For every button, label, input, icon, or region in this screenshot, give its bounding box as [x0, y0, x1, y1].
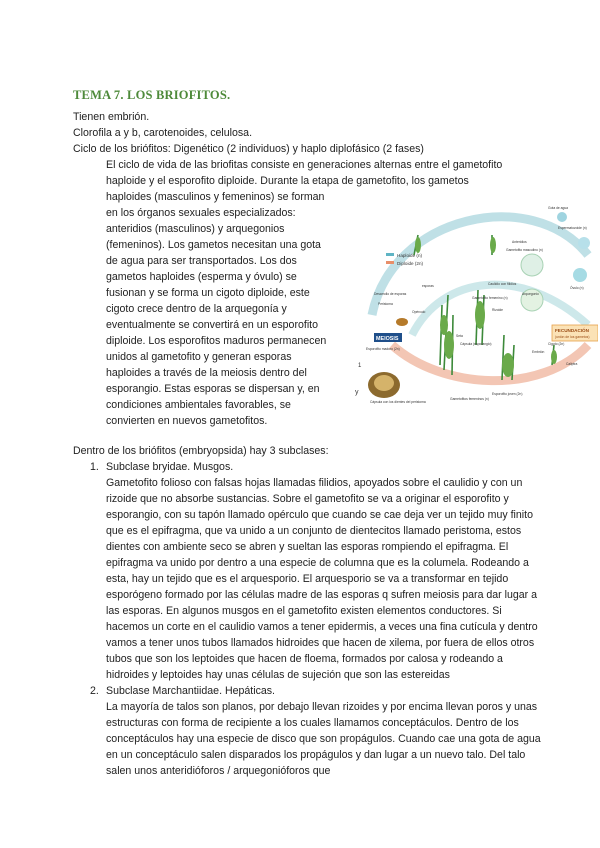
diagram-label: Desarrollo de esporas	[374, 292, 407, 296]
side-letter: y	[355, 389, 359, 396]
list-number: 2.	[90, 685, 99, 697]
diagram-label: Caulidio con filidios	[488, 282, 517, 286]
cycle-line: convierten en nuevos gametofitos.	[106, 415, 268, 427]
antheridium-icon	[521, 254, 543, 276]
cycle-line: haploides a través de la meiosis dentro del	[106, 367, 307, 379]
intro-line: Ciclo de los briófitos: Digenético (2 individuos) y haplo diplofásico (2 fases)	[73, 143, 424, 155]
diagram-label: Rizoide	[492, 308, 503, 312]
diagram-label: Gametofitos femeninos (n)	[450, 397, 489, 401]
diagram-label: Gametofito masculino (n)	[506, 248, 543, 252]
cycle-line: esporangio. Estas esporas se dispersan y, en	[106, 383, 320, 395]
cycle-line: diploide. Los esporofitos maduros permanecen	[106, 335, 327, 347]
diagram-label: Seta	[456, 334, 463, 338]
subclass-body: La mayoría de talos son planos, por debajo llevan rizoides y por encima llevan poros y unas estructuras con forma de recipiente a los cuales llamamos conceptáculos. Dentro de los conceptáculos hay una especie de disco que son propágulos. Cuando cae una gota de agua en un conceptáculo salen disparados los propágulos y dan lugar a un nuevo talo. Del talo salen unos anteridióforos / arquegonióforos que	[106, 701, 541, 777]
diagram-label: Óvulo (n)	[570, 286, 584, 290]
diagram-label: Anteridios	[512, 240, 527, 244]
ovule-icon	[573, 268, 587, 282]
diagram-label: Espermatozoide (n)	[558, 226, 587, 230]
legend-diploid-text: Diploide (2n)	[397, 261, 424, 266]
diagram-label: Peristoma	[378, 302, 393, 306]
peristome-photo-highlight	[374, 375, 394, 391]
diagram-label: Opérculo	[412, 310, 426, 314]
bryophyte-life-cycle-diagram	[352, 195, 598, 405]
diagram-label: Gota de agua	[548, 206, 568, 210]
diagram-label: Gametofito femenino (n)	[472, 296, 508, 300]
page-title: TEMA 7. LOS BRIOFITOS.	[73, 88, 231, 102]
legend-haploid-text: Haploide (n)	[397, 253, 423, 258]
sperm-icon	[578, 237, 590, 249]
cycle-line: gametos haploides (esperma y óvulo) se	[106, 271, 297, 283]
cycle-line: anteridios (masculinos) y arquegonios	[106, 223, 285, 235]
diagram-label: Caliptra	[566, 362, 578, 366]
list-number: 1.	[90, 461, 99, 473]
intro-line: Tienen embrión.	[73, 111, 150, 123]
diploid-cycle-arc	[392, 345, 588, 381]
legend-diploid-swatch	[386, 261, 394, 264]
cycle-line: fusionan y se forma un cigoto diploide, este	[106, 287, 310, 299]
cycle-line: de agua para ser transportados. Los dos	[106, 255, 297, 267]
cycle-line: haploides (masculinos y femeninos) se forman	[106, 191, 325, 203]
diagram-label: Cápsula con los dientes del peristoma	[370, 400, 426, 404]
cycle-line: (femeninos). Los gametos necesitan una gota	[106, 239, 321, 251]
meiosis-text: MEIOSIS	[376, 336, 399, 342]
cycle-line: cigoto crece dentro de la arquegonía y	[106, 303, 287, 315]
cycle-line: eventualmente se convertirá en un esporofito	[106, 319, 319, 331]
diagram-label: Esporofito joven (2n)	[492, 392, 523, 396]
diagram-label: Cigoto (2n)	[548, 342, 565, 346]
cycle-line: El ciclo de vida de las briofitas consiste en generaciones alternas entre el gametofito	[106, 159, 503, 171]
cycle-line: unidos al gametofito y generan esporas	[106, 351, 292, 363]
intro-line: Clorofila a y b, carotenoides, celulosa.	[73, 127, 253, 139]
diagram-label: Cápsula (esporangio)	[460, 342, 492, 346]
fecundacion-sub-text: (unión de los gametos)	[555, 335, 590, 339]
cycle-line: en los órganos sexuales especializados:	[106, 207, 296, 219]
diagram-label: Arquegonio	[522, 292, 539, 296]
diagram-label: Esporofito maduro (2n)	[366, 347, 400, 351]
diagram-label: esporas	[422, 284, 434, 288]
legend-haploid-swatch	[386, 253, 394, 256]
diagram-label: Embrión	[532, 350, 545, 354]
subclass-heading: Subclase bryidae. Musgos.	[106, 461, 234, 473]
cycle-line: condiciones ambientales favorables, se	[106, 399, 291, 411]
capsule-icon	[396, 318, 408, 326]
cycle-line: haploide y el esporofito diploide. Durante la etapa de gametofito, los gametos	[106, 175, 469, 187]
side-number: 1	[358, 363, 362, 369]
subclasses-intro: Dentro de los briófitos (embryopsida) hay 3 subclases:	[73, 445, 329, 457]
subclass-heading: Subclase Marchantiidae. Hepáticas.	[106, 685, 276, 697]
subclass-body: Gametofito folioso con falsas hojas llamadas filidios, apoyados sobre el caulidio y con un rizoide que no absorbe sustancias. Sobre el gametofito se va a originar el esporofito y esporangio, con su tapón llamado opérculo que cuando se cae deja ver un tejido muy finito que es el epifragma, que va unido a un conjunto de dientecitos llamado peristoma, estos dientes con ambiente seco se abren y sueltan las esporas rompiendo el epifragma. El epifragma va unido por dentro a una especie de columna que es la columela. Rodeando a esta, hay un tejido que es el arquesporio. El arquesporio se va a transformar en tejido esporógeno formado por las células madre de las esporas q sufren meiosis para dar lugar a las esporas. En algunos musgos en el gametofito existen elementos conductores. Si hacemos un corte en el caulidio vamos a tener epidermis, a veces una fina cutícula y dentro vamos a tener unos tubos llamados hidroides que hacen de xilema, por fuera de ellos otros tubos que son los leptoides que hacen de floema, formados por calosa y rodeando a hidroides y leptoides hay unas células de sujeción que son las estereidas	[106, 477, 538, 681]
water-drop-icon	[557, 212, 567, 222]
fecundacion-text: FECUNDACIÓN	[555, 328, 589, 333]
